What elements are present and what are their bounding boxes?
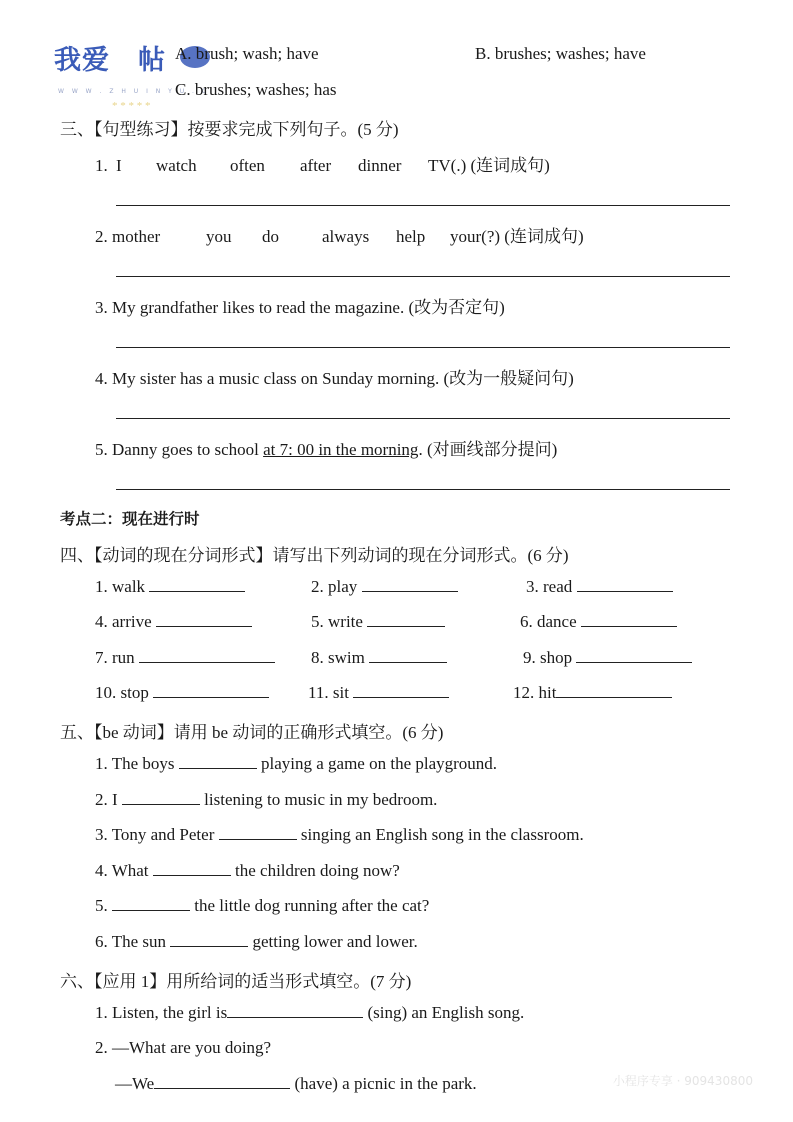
blank[interactable] — [139, 648, 275, 663]
blank[interactable] — [156, 612, 252, 627]
logo-decoration: * * * * * — [112, 100, 151, 112]
s5-q1: 1. The boys playing a game on the playground. — [95, 754, 498, 773]
s4-item-9: 9. shop — [523, 648, 692, 668]
blank[interactable] — [556, 683, 672, 698]
answer-line-3[interactable] — [116, 347, 730, 348]
blank[interactable] — [581, 612, 677, 627]
s5-q4: 4. What the children doing now? — [95, 861, 400, 880]
s3-q5: 5. Danny goes to school at 7: 00 in the morning. (对画线部分提问) — [95, 440, 558, 459]
s5-q2: 2. I listening to music in my bedroom. — [95, 790, 438, 809]
s3-q2: 2. mother you do always help your(?) (连词成句) — [95, 227, 584, 246]
watermark: 小程序专享 · 909430800 — [612, 1074, 753, 1088]
blank[interactable] — [112, 896, 190, 911]
blank[interactable] — [576, 648, 692, 663]
s5-q6: 6. The sun getting lower and lower. — [95, 932, 418, 951]
blank[interactable] — [219, 825, 297, 840]
answer-line-2[interactable] — [116, 276, 730, 277]
s4-item-7: 7. run — [95, 648, 275, 668]
blank[interactable] — [149, 577, 245, 592]
logo-url: W W W . Z H U I N Y U . C — [58, 88, 210, 95]
blank[interactable] — [362, 577, 458, 592]
blank[interactable] — [153, 683, 269, 698]
blank[interactable] — [227, 1003, 363, 1018]
s4-item-10: 10. stop — [95, 683, 269, 703]
logo: 我爱 帖 — [54, 45, 166, 76]
answer-line-1[interactable] — [116, 205, 730, 206]
blank[interactable] — [577, 577, 673, 592]
s6-q2: 2. —What are you doing? — [95, 1038, 272, 1057]
blank[interactable] — [153, 861, 231, 876]
option-b: B. brushes; washes; have — [475, 44, 646, 63]
answer-line-4[interactable] — [116, 418, 730, 419]
s4-item-5: 5. write — [311, 612, 445, 632]
s6-q2-answer: —We (have) a picnic in the park. — [115, 1074, 477, 1093]
section4-title: 四、【动词的现在分词形式】请写出下列动词的现在分词形式。(6 分) — [60, 546, 569, 565]
s4-item-12: 12. hit — [513, 683, 672, 703]
s4-item-4: 4. arrive — [95, 612, 252, 632]
blank[interactable] — [170, 932, 248, 947]
s5-q3: 3. Tony and Peter singing an English song in the classroom. — [95, 825, 584, 844]
blank[interactable] — [353, 683, 449, 698]
section3-title: 三、【句型练习】按要求完成下列句子。(5 分) — [60, 120, 399, 139]
s4-item-2: 2. play — [311, 577, 458, 597]
blank[interactable] — [154, 1074, 290, 1089]
s3-q4: 4. My sister has a music class on Sunday morning. (改为一般疑问句) — [95, 369, 574, 388]
answer-line-5[interactable] — [116, 489, 730, 490]
s4-item-6: 6. dance — [520, 612, 677, 632]
s5-q5: 5. the little dog running after the cat? — [95, 896, 430, 915]
blank[interactable] — [179, 754, 257, 769]
blank[interactable] — [367, 612, 445, 627]
s4-item-11: 11. sit — [308, 683, 449, 703]
section5-title: 五、【be 动词】请用 be 动词的正确形式填空。(6 分) — [60, 723, 444, 742]
blank[interactable] — [369, 648, 447, 663]
kaodian-2-heading: 考点二：现在进行时 — [60, 510, 200, 528]
s4-item-1: 1. walk — [95, 577, 245, 597]
s4-item-8: 8. swim — [311, 648, 447, 668]
option-c: C. brushes; washes; has — [175, 80, 337, 99]
section6-title: 六、【应用 1】用所给词的适当形式填空。(7 分) — [60, 972, 412, 991]
blank[interactable] — [122, 790, 200, 805]
s3-q3: 3. My grandfather likes to read the magazine. (改为否定句) — [95, 298, 505, 317]
s6-q1: 1. Listen, the girl is (sing) an English song. — [95, 1003, 525, 1022]
s4-item-3: 3. read — [526, 577, 673, 597]
option-a: A. brush; wash; have — [175, 44, 319, 63]
s3-q1: 1. I watch often after dinner TV(.) (连词成句) — [95, 156, 550, 175]
